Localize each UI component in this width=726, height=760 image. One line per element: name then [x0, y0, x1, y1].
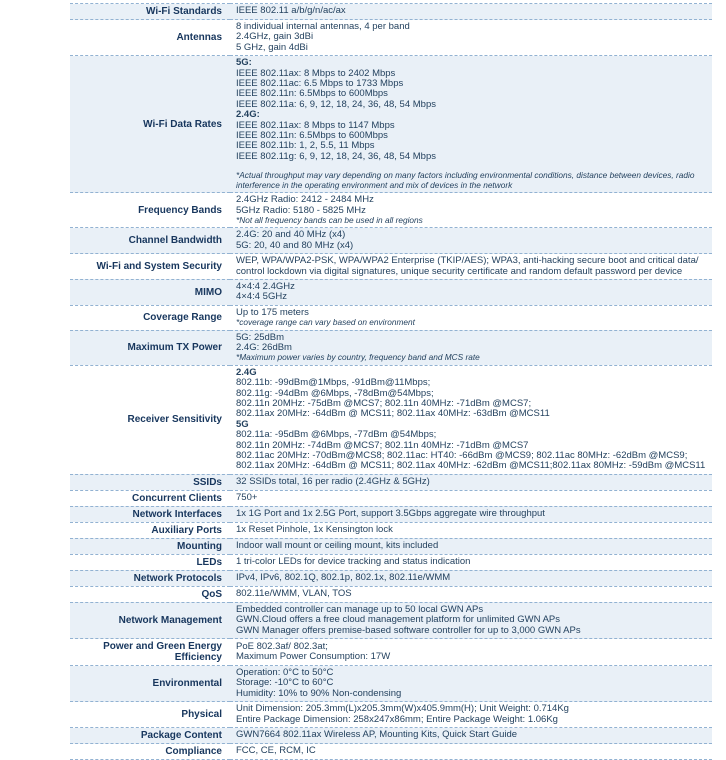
spec-row-label: QoS [201, 588, 222, 600]
spec-row-label: Antennas [176, 32, 222, 44]
spec-row-label: Mounting [177, 540, 222, 552]
spec-value-line: IEEE 802.11n: 6.5Mbps to 600Mbps [236, 88, 388, 100]
spec-value-line: 802.11e/WMM, VLAN, TOS [236, 588, 352, 600]
spec-row-value [230, 474, 712, 490]
spec-row-label: Wi-Fi and System Security [96, 261, 222, 273]
spec-value-line: 2.4G: 20 and 40 MHz (x4) [236, 229, 346, 241]
spec-value-line: 1 tri-color LEDs for device tracking and status indication [236, 556, 471, 568]
spec-row-label: Maximum TX Power [127, 342, 222, 354]
spec-row-label: Environmental [152, 678, 222, 690]
spec-row [70, 254, 712, 280]
spec-row [70, 228, 712, 254]
spec-row [70, 586, 712, 602]
spec-row-label: Package Content [140, 730, 222, 742]
spec-row-value [230, 506, 712, 522]
spec-row-value [230, 490, 712, 506]
spec-row [70, 305, 712, 330]
spec-value-line: IEEE 802.11g: 6, 9, 12, 18, 24, 36, 48, 54 Mbps [236, 150, 436, 162]
spec-table [70, 3, 712, 760]
spec-row [70, 744, 712, 760]
spec-row-value [230, 639, 712, 666]
spec-value-line: 802.11n 20MHz: -74dBm @MCS7; 802.11n 40MHz: -71dBm @MCS7 [236, 439, 529, 451]
spec-row [70, 474, 712, 490]
spec-row-label: Compliance [165, 746, 222, 758]
spec-value-line: 802.11a: -95dBm @6Mbps, -77dBm @54Mbps; [236, 429, 437, 441]
spec-row-label: Auxiliary Ports [151, 524, 222, 536]
spec-value-line: Indoor wall mount or ceiling mount, kits included [236, 540, 439, 552]
spec-row-label: Frequency Bands [138, 204, 222, 216]
spec-row [70, 666, 712, 702]
spec-value-line: GWN7664 802.11ax Wireless AP, Mounting Kits, Quick Start Guide [236, 729, 518, 741]
spec-row [70, 570, 712, 586]
spec-value-line: 5G: 20, 40 and 80 MHz (x4) [236, 239, 354, 251]
spec-value-line: 4×4:4 2.4GHz [236, 280, 295, 292]
spec-row-label: Network Management [118, 614, 222, 626]
spec-row-value [230, 4, 712, 20]
spec-table-body [70, 4, 712, 760]
spec-row [70, 193, 712, 228]
spec-row-value [230, 586, 712, 602]
spec-row [70, 602, 712, 638]
spec-value-line: IEEE 802.11ax: 8 Mbps to 2402 Mbps [236, 67, 396, 79]
spec-row [70, 4, 712, 20]
spec-row-value [230, 330, 712, 365]
spec-row-value [230, 228, 712, 254]
spec-row-value [230, 702, 712, 728]
spec-row-label: SSIDs [193, 476, 222, 488]
spec-row [70, 490, 712, 506]
spec-row-value [230, 365, 712, 474]
spec-row-value [230, 570, 712, 586]
spec-value-line: 802.11n 20MHz: -75dBm @MCS7; 802.11n 40MHz: -71dBm @MCS7; [236, 398, 532, 409]
spec-value-line: 750+ [236, 492, 258, 504]
spec-row-label: Concurrent Clients [131, 492, 222, 504]
spec-value-line: IEEE 802.11ax: 8 Mbps to 1147 Mbps [236, 119, 395, 131]
spec-value-line: Humidity: 10% to 90% Non-condensing [236, 687, 402, 699]
spec-row-label: Power and Green Energy Efficiency [103, 641, 222, 664]
spec-row-label: Receiver Sensitivity [127, 414, 222, 426]
spec-row-label: Wi-Fi Data Rates [143, 118, 222, 130]
spec-value-line: Entire Package Dimension: 258x247x86mm; Entire Package Weight: 1.06Kg [236, 713, 558, 725]
spec-row-value [230, 20, 712, 56]
spec-value-line: 802.11ac 20MHz: -70dBm@MCS8; 802.11ac: HT40: -66dBm @MCS9; 802.11ac 80MHz: -62dBm @MCS9; [236, 450, 688, 462]
spec-value-line: Operation: 0°C to 50°C [236, 667, 334, 679]
spec-row-value [230, 554, 712, 570]
spec-row-label: Physical [181, 709, 222, 721]
spec-footnote: *Not all frequency bands can be used in all regions [236, 214, 423, 225]
spec-row [70, 728, 712, 744]
spec-row-label: Channel Bandwidth [128, 235, 222, 247]
spec-value-line: 2.4GHz, gain 3dBi [236, 31, 314, 43]
spec-row [70, 20, 712, 56]
spec-value-line: 2.4G: [236, 109, 260, 121]
spec-row [70, 702, 712, 728]
spec-row-label: Wi-Fi Standards [145, 6, 222, 17]
spec-value-line: IPv4, IPv6, 802.1Q, 802.1p, 802.1x, 802.11e/WMM [236, 572, 451, 584]
spec-value-line: IEEE 802.11a: 6, 9, 12, 18, 24, 36, 48, 54 Mbps [236, 98, 436, 110]
spec-value-line: 2.4G: 26dBm [236, 341, 292, 353]
spec-row [70, 554, 712, 570]
spec-value-line: GWN Manager offers premise-based software controller for up to 3,000 GWN APs [236, 624, 581, 636]
spec-row [70, 538, 712, 554]
spec-value-line: 5GHz Radio: 5180 - 5825 MHz [236, 204, 366, 216]
spec-row [70, 639, 712, 666]
spec-value-line: 802.11ax 20MHz: -64dBm @ MCS11; 802.11ax 40MHz: -62dBm @MCS11;802.11ax 80MHz: -59dBm @MCS11 [236, 460, 706, 472]
spec-value-line: 2.4GHz Radio: 2412 - 2484 MHz [236, 194, 374, 206]
spec-value-line: 2.4G [236, 366, 257, 378]
spec-row-value [230, 602, 712, 638]
spec-value-line: Embedded controller can manage up to 50 local GWN APs [236, 603, 484, 615]
spec-row-value [230, 522, 712, 538]
spec-value-line: PoE 802.3af/ 802.3at; [236, 640, 328, 652]
spec-value-line: 32 SSIDs total, 16 per radio (2.4GHz & 5GHz) [236, 476, 430, 488]
spec-value-line: 5G [236, 418, 249, 430]
spec-value-line: Up to 175 meters [236, 306, 309, 318]
spec-value-line: Maximum Power Consumption: 17W [236, 651, 391, 663]
spec-value-line: Unit Dimension: 205.3mm(L)x205.3mm(W)x405.9mm(H); Unit Weight: 0.714Kg [236, 703, 569, 715]
spec-value-line: 1x Reset Pinhole, 1x Kensington lock [236, 524, 393, 536]
spec-row-value [230, 538, 712, 554]
spec-footnote: *Actual throughput may vary depending on many factors including environmental conditions, distance between devices, radio interference in the operating environment and mix of devices in the network [236, 170, 695, 190]
spec-row-label: MIMO [194, 286, 222, 298]
spec-row [70, 506, 712, 522]
spec-row-label: Network Protocols [133, 572, 222, 584]
spec-row-value [230, 254, 712, 280]
spec-row-value [230, 728, 712, 744]
spec-row-value [230, 56, 712, 193]
spec-value-line: 8 individual internal antennas, 4 per band [236, 21, 410, 32]
spec-row [70, 365, 712, 474]
spec-value-line: 802.11g: -94dBm @6Mbps, -78dBm@54Mbps; [236, 387, 434, 399]
spec-value-line: 802.11b: -99dBm@1Mbps, -91dBm@11Mbps; [236, 377, 431, 389]
spec-value-line: 802.11ax 20MHz: -64dBm @ MCS11; 802.11ax 40MHz: -63dBm @MCS11 [236, 408, 550, 420]
spec-row [70, 56, 712, 193]
spec-row-value [230, 744, 712, 760]
spec-value-line: IEEE 802.11n: 6.5Mbps to 600Mbps [236, 130, 388, 142]
spec-value-line: WEP, WPA/WPA2-PSK, WPA/WPA2 Enterprise (TKIP/AES); WPA3, anti-hacking secure boot and critical data/ control lockdown via digital signatures, unique security certificate and random default password per device [236, 255, 699, 277]
spec-row-value [230, 279, 712, 305]
spec-value-line: 5G: [236, 57, 252, 69]
spec-value-line: 1x 1G Port and 1x 2.5G Port, support 3.5Gbps aggregate wire throughput [236, 508, 545, 520]
spec-value-line: Storage: -10°C to 60°C [236, 677, 334, 689]
spec-value-line: FCC, CE, RCM, IC [236, 745, 316, 757]
spec-row [70, 279, 712, 305]
spec-value-line: GWN.Cloud offers a free cloud management platform for unlimited GWN APs [236, 614, 561, 626]
spec-row-value [230, 305, 712, 330]
spec-footnote: *Maximum power varies by country, frequency band and MCS rate [236, 352, 480, 363]
spec-value-line: IEEE 802.11ac: 6.5 Mbps to 1733 Mbps [236, 78, 404, 90]
spec-value-line: 5G: 25dBm [236, 331, 285, 343]
spec-row [70, 330, 712, 365]
spec-row-label: Network Interfaces [132, 508, 222, 520]
spec-footnote: *coverage range can vary based on environment [236, 317, 415, 328]
spec-row [70, 522, 712, 538]
spec-row-value [230, 193, 712, 228]
spec-row-label: Coverage Range [143, 312, 222, 324]
spec-value-line: IEEE 802.11b: 1, 2, 5.5, 11 Mbps [236, 140, 375, 152]
spec-value-line: IEEE 802.11 a/b/g/n/ac/ax [236, 5, 346, 17]
spec-value-line: 4×4:4 5GHz [236, 291, 287, 303]
spec-row-label: LEDs [196, 556, 222, 568]
spec-value-line: 5 GHz, gain 4dBi [236, 41, 308, 53]
spec-row-value [230, 666, 712, 702]
